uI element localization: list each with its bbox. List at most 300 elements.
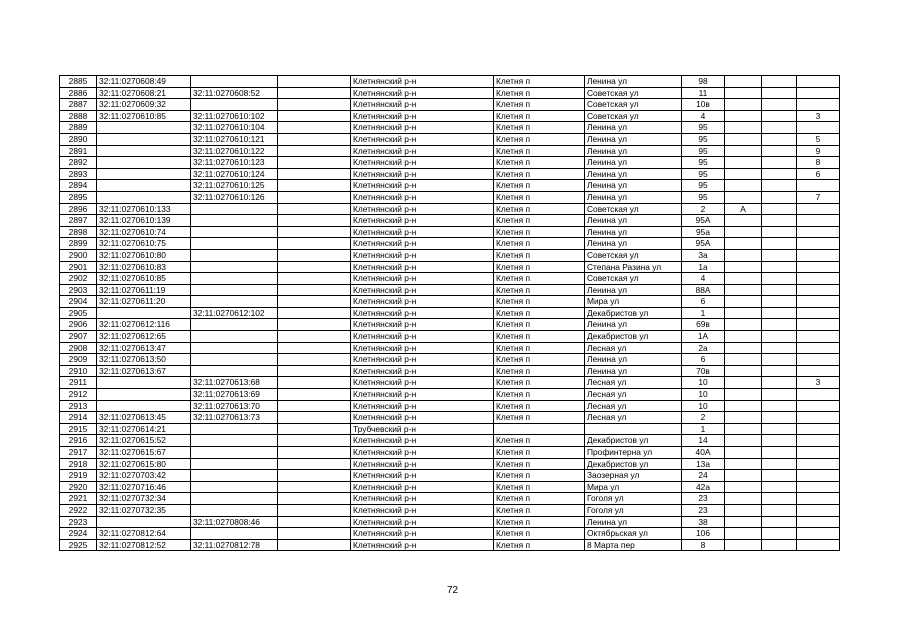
district-cell: Клетнянский р-н [351, 238, 494, 250]
apartment-number-cell [797, 273, 840, 285]
related-cadastral-number-cell [191, 238, 278, 250]
extra-field-2-cell [762, 133, 797, 145]
district-cell: Клетнянский р-н [351, 307, 494, 319]
street-cell: Советская ул [585, 249, 682, 261]
extra-field-cell [278, 516, 351, 528]
page-number: 72 [446, 585, 459, 596]
table-row [60, 99, 840, 111]
related-cadastral-number-cell [191, 215, 278, 227]
table-row [60, 470, 840, 482]
settlement-cell: Клетня п [494, 504, 585, 516]
table-row [60, 493, 840, 505]
extra-field-2-cell [762, 412, 797, 424]
district-cell: Клетнянский р-н [351, 504, 494, 516]
related-cadastral-number-cell [191, 365, 278, 377]
street-cell: Заозерная ул [585, 470, 682, 482]
cadastral-number-cell: 32:11:0270610:133 [97, 203, 191, 215]
extra-field-2-cell [762, 307, 797, 319]
building-letter-cell [725, 249, 762, 261]
apartment-number-cell [797, 99, 840, 111]
extra-field-2-cell [762, 331, 797, 343]
apartment-number-cell [797, 87, 840, 99]
row-number-cell: 2907 [60, 331, 97, 343]
table-row [60, 133, 840, 145]
district-cell: Клетнянский р-н [351, 528, 494, 540]
apartment-number-cell [797, 481, 840, 493]
district-cell: Клетнянский р-н [351, 458, 494, 470]
house-number-cell: 95 [682, 122, 725, 134]
extra-field-cell [278, 389, 351, 401]
extra-field-cell [278, 458, 351, 470]
cadastral-number-cell: 32:11:0270716:46 [97, 481, 191, 493]
extra-field-cell [278, 261, 351, 273]
street-cell: Декабристов ул [585, 458, 682, 470]
house-number-cell: 40А [682, 447, 725, 459]
extra-field-cell [278, 423, 351, 435]
related-cadastral-number-cell: 32:11:0270613:68 [191, 377, 278, 389]
district-cell: Клетнянский р-н [351, 435, 494, 447]
cadastral-number-cell: 32:11:0270612:65 [97, 331, 191, 343]
district-cell: Клетнянский р-н [351, 284, 494, 296]
district-cell: Клетнянский р-н [351, 145, 494, 157]
related-cadastral-number-cell: 32:11:0270612:102 [191, 307, 278, 319]
settlement-cell: Клетня п [494, 516, 585, 528]
extra-field-cell [278, 191, 351, 203]
row-number-cell: 2917 [60, 447, 97, 459]
cadastral-number-cell: 32:11:0270812:52 [97, 539, 191, 551]
related-cadastral-number-cell [191, 354, 278, 366]
cadastral-number-cell [97, 191, 191, 203]
house-number-cell: 10 [682, 377, 725, 389]
house-number-cell: 69в [682, 319, 725, 331]
extra-field-2-cell [762, 319, 797, 331]
building-letter-cell [725, 307, 762, 319]
related-cadastral-number-cell [191, 493, 278, 505]
house-number-cell: 95а [682, 226, 725, 238]
apartment-number-cell: 7 [797, 191, 840, 203]
street-cell: Степана Разина ул [585, 261, 682, 273]
apartment-number-cell [797, 516, 840, 528]
cadastral-number-cell: 32:11:0270703:42 [97, 470, 191, 482]
related-cadastral-number-cell: 32:11:0270808:46 [191, 516, 278, 528]
settlement-cell: Клетня п [494, 110, 585, 122]
building-letter-cell [725, 76, 762, 88]
table-row [60, 168, 840, 180]
table-row [60, 539, 840, 551]
extra-field-cell [278, 296, 351, 308]
related-cadastral-number-cell [191, 481, 278, 493]
building-letter-cell [725, 273, 762, 285]
building-letter-cell [725, 157, 762, 169]
table-row [60, 296, 840, 308]
extra-field-2-cell [762, 458, 797, 470]
row-number-cell: 2920 [60, 481, 97, 493]
extra-field-2-cell [762, 110, 797, 122]
related-cadastral-number-cell [191, 203, 278, 215]
district-cell: Клетнянский р-н [351, 226, 494, 238]
related-cadastral-number-cell [191, 273, 278, 285]
settlement-cell: Клетня п [494, 470, 585, 482]
district-cell: Клетнянский р-н [351, 133, 494, 145]
house-number-cell: 6 [682, 354, 725, 366]
house-number-cell: 23 [682, 493, 725, 505]
row-number-cell: 2890 [60, 133, 97, 145]
house-number-cell: 106 [682, 528, 725, 540]
extra-field-2-cell [762, 226, 797, 238]
settlement-cell: Клетня п [494, 122, 585, 134]
house-number-cell: 95 [682, 180, 725, 192]
building-letter-cell [725, 365, 762, 377]
extra-field-2-cell [762, 145, 797, 157]
related-cadastral-number-cell [191, 331, 278, 343]
extra-field-cell [278, 157, 351, 169]
building-letter-cell [725, 342, 762, 354]
extra-field-cell [278, 470, 351, 482]
apartment-number-cell [797, 389, 840, 401]
house-number-cell: 95А [682, 215, 725, 227]
extra-field-2-cell [762, 99, 797, 111]
table-row [60, 481, 840, 493]
apartment-number-cell [797, 261, 840, 273]
row-number-cell: 2905 [60, 307, 97, 319]
row-number-cell: 2901 [60, 261, 97, 273]
district-cell: Клетнянский р-н [351, 481, 494, 493]
row-number-cell: 2899 [60, 238, 97, 250]
building-letter-cell [725, 87, 762, 99]
street-cell: Лесная ул [585, 412, 682, 424]
apartment-number-cell [797, 470, 840, 482]
street-cell: Советская ул [585, 87, 682, 99]
row-number-cell: 2887 [60, 99, 97, 111]
building-letter-cell [725, 238, 762, 250]
cadastral-number-cell: 32:11:0270610:75 [97, 238, 191, 250]
extra-field-2-cell [762, 157, 797, 169]
table-row [60, 180, 840, 192]
street-cell: Профинтерна ул [585, 447, 682, 459]
street-cell: Советская ул [585, 99, 682, 111]
row-number-cell: 2895 [60, 191, 97, 203]
related-cadastral-number-cell: 32:11:0270610:102 [191, 110, 278, 122]
street-cell: Декабристов ул [585, 307, 682, 319]
table-row [60, 319, 840, 331]
row-number-cell: 2893 [60, 168, 97, 180]
street-cell: Ленина ул [585, 319, 682, 331]
extra-field-cell [278, 319, 351, 331]
table-row [60, 528, 840, 540]
related-cadastral-number-cell: 32:11:0270610:104 [191, 122, 278, 134]
cadastral-number-cell [97, 400, 191, 412]
house-number-cell: 24 [682, 470, 725, 482]
apartment-number-cell [797, 307, 840, 319]
street-cell: Мира ул [585, 296, 682, 308]
apartment-number-cell [797, 365, 840, 377]
row-number-cell: 2896 [60, 203, 97, 215]
street-cell: Ленина ул [585, 238, 682, 250]
cadastral-number-cell: 32:11:0270613:47 [97, 342, 191, 354]
house-number-cell: 3а [682, 249, 725, 261]
extra-field-2-cell [762, 122, 797, 134]
related-cadastral-number-cell: 32:11:0270608:52 [191, 87, 278, 99]
table-row [60, 157, 840, 169]
house-number-cell: 6 [682, 296, 725, 308]
house-number-cell: 95А [682, 238, 725, 250]
building-letter-cell [725, 423, 762, 435]
building-letter-cell [725, 261, 762, 273]
street-cell: Ленина ул [585, 215, 682, 227]
house-number-cell: 95 [682, 145, 725, 157]
related-cadastral-number-cell: 32:11:0270613:69 [191, 389, 278, 401]
row-number-cell: 2889 [60, 122, 97, 134]
table-row [60, 122, 840, 134]
house-number-cell: 10 [682, 400, 725, 412]
apartment-number-cell [797, 493, 840, 505]
extra-field-2-cell [762, 539, 797, 551]
row-number-cell: 2908 [60, 342, 97, 354]
related-cadastral-number-cell [191, 99, 278, 111]
related-cadastral-number-cell: 32:11:0270610:123 [191, 157, 278, 169]
cadastral-number-cell: 32:11:0270615:67 [97, 447, 191, 459]
cadastral-number-cell: 32:11:0270614:21 [97, 423, 191, 435]
row-number-cell: 2924 [60, 528, 97, 540]
extra-field-cell [278, 447, 351, 459]
extra-field-2-cell [762, 215, 797, 227]
building-letter-cell [725, 191, 762, 203]
cadastral-number-cell [97, 516, 191, 528]
table-row [60, 238, 840, 250]
table-row [60, 458, 840, 470]
settlement-cell: Клетня п [494, 365, 585, 377]
table-row [60, 273, 840, 285]
row-number-cell: 2891 [60, 145, 97, 157]
related-cadastral-number-cell [191, 284, 278, 296]
settlement-cell [494, 423, 585, 435]
cadastral-number-cell [97, 389, 191, 401]
street-cell: Ленина ул [585, 180, 682, 192]
street-cell: Ленина ул [585, 284, 682, 296]
apartment-number-cell [797, 249, 840, 261]
table-row [60, 307, 840, 319]
row-number-cell: 2921 [60, 493, 97, 505]
street-cell: Ленина ул [585, 365, 682, 377]
apartment-number-cell [797, 122, 840, 134]
row-number-cell: 2918 [60, 458, 97, 470]
cadastral-number-cell: 32:11:0270615:52 [97, 435, 191, 447]
settlement-cell: Клетня п [494, 99, 585, 111]
building-letter-cell [725, 319, 762, 331]
extra-field-cell [278, 99, 351, 111]
house-number-cell: 1А [682, 331, 725, 343]
house-number-cell: 2 [682, 412, 725, 424]
house-number-cell: 2а [682, 342, 725, 354]
cadastral-number-cell: 32:11:0270612:116 [97, 319, 191, 331]
extra-field-cell [278, 307, 351, 319]
district-cell: Клетнянский р-н [351, 365, 494, 377]
street-cell: Ленина ул [585, 354, 682, 366]
apartment-number-cell [797, 412, 840, 424]
extra-field-cell [278, 215, 351, 227]
street-cell: Декабристов ул [585, 331, 682, 343]
building-letter-cell [725, 180, 762, 192]
street-cell: Ленина ул [585, 157, 682, 169]
settlement-cell: Клетня п [494, 261, 585, 273]
building-letter-cell [725, 168, 762, 180]
row-number-cell: 2915 [60, 423, 97, 435]
district-cell: Клетнянский р-н [351, 516, 494, 528]
apartment-number-cell [797, 76, 840, 88]
apartment-number-cell [797, 180, 840, 192]
house-number-cell: 95 [682, 168, 725, 180]
settlement-cell: Клетня п [494, 238, 585, 250]
apartment-number-cell [797, 447, 840, 459]
settlement-cell: Клетня п [494, 145, 585, 157]
extra-field-cell [278, 493, 351, 505]
extra-field-cell [278, 87, 351, 99]
apartment-number-cell [797, 539, 840, 551]
extra-field-cell [278, 481, 351, 493]
house-number-cell: 1 [682, 423, 725, 435]
extra-field-2-cell [762, 354, 797, 366]
extra-field-2-cell [762, 76, 797, 88]
extra-field-2-cell [762, 504, 797, 516]
extra-field-cell [278, 122, 351, 134]
extra-field-cell [278, 400, 351, 412]
house-number-cell: 88А [682, 284, 725, 296]
extra-field-cell [278, 203, 351, 215]
apartment-number-cell: 9 [797, 145, 840, 157]
extra-field-cell [278, 145, 351, 157]
house-number-cell: 14 [682, 435, 725, 447]
table-row [60, 365, 840, 377]
district-cell: Клетнянский р-н [351, 377, 494, 389]
district-cell: Клетнянский р-н [351, 296, 494, 308]
row-number-cell: 2892 [60, 157, 97, 169]
table-row [60, 354, 840, 366]
extra-field-2-cell [762, 238, 797, 250]
extra-field-2-cell [762, 273, 797, 285]
street-cell: Ленина ул [585, 516, 682, 528]
extra-field-2-cell [762, 377, 797, 389]
related-cadastral-number-cell [191, 458, 278, 470]
table-row [60, 389, 840, 401]
cadastral-number-cell [97, 307, 191, 319]
district-cell: Клетнянский р-н [351, 87, 494, 99]
registry-table-body [60, 76, 840, 551]
building-letter-cell [725, 110, 762, 122]
building-letter-cell [725, 226, 762, 238]
cadastral-number-cell [97, 145, 191, 157]
apartment-number-cell [797, 215, 840, 227]
settlement-cell: Клетня п [494, 447, 585, 459]
house-number-cell: 70в [682, 365, 725, 377]
extra-field-2-cell [762, 191, 797, 203]
row-number-cell: 2910 [60, 365, 97, 377]
apartment-number-cell [797, 238, 840, 250]
table-row [60, 435, 840, 447]
cadastral-number-cell: 32:11:0270611:20 [97, 296, 191, 308]
related-cadastral-number-cell: 32:11:0270610:126 [191, 191, 278, 203]
extra-field-2-cell [762, 516, 797, 528]
table-row [60, 226, 840, 238]
building-letter-cell: А [725, 203, 762, 215]
district-cell: Клетнянский р-н [351, 412, 494, 424]
street-cell: Ленина ул [585, 226, 682, 238]
settlement-cell: Клетня п [494, 168, 585, 180]
settlement-cell: Клетня п [494, 76, 585, 88]
table-row [60, 215, 840, 227]
house-number-cell: 11 [682, 87, 725, 99]
related-cadastral-number-cell [191, 226, 278, 238]
extra-field-cell [278, 180, 351, 192]
street-cell: Советская ул [585, 203, 682, 215]
apartment-number-cell [797, 319, 840, 331]
extra-field-cell [278, 365, 351, 377]
table-row [60, 400, 840, 412]
building-letter-cell [725, 145, 762, 157]
settlement-cell: Клетня п [494, 157, 585, 169]
extra-field-cell [278, 331, 351, 343]
table-row [60, 87, 840, 99]
settlement-cell: Клетня п [494, 191, 585, 203]
settlement-cell: Клетня п [494, 87, 585, 99]
apartment-number-cell [797, 284, 840, 296]
table-row [60, 423, 840, 435]
related-cadastral-number-cell: 32:11:0270610:122 [191, 145, 278, 157]
row-number-cell: 2894 [60, 180, 97, 192]
house-number-cell: 10в [682, 99, 725, 111]
cadastral-number-cell: 32:11:0270610:139 [97, 215, 191, 227]
cadastral-number-cell: 32:11:0270615:80 [97, 458, 191, 470]
cadastral-number-cell: 32:11:0270610:85 [97, 110, 191, 122]
apartment-number-cell [797, 342, 840, 354]
building-letter-cell [725, 331, 762, 343]
settlement-cell: Клетня п [494, 249, 585, 261]
table-row [60, 203, 840, 215]
row-number-cell: 2919 [60, 470, 97, 482]
extra-field-2-cell [762, 423, 797, 435]
settlement-cell: Клетня п [494, 307, 585, 319]
extra-field-2-cell [762, 493, 797, 505]
extra-field-2-cell [762, 365, 797, 377]
extra-field-2-cell [762, 261, 797, 273]
extra-field-cell [278, 354, 351, 366]
table-row [60, 331, 840, 343]
building-letter-cell [725, 481, 762, 493]
street-cell: Октябрьская ул [585, 528, 682, 540]
district-cell: Трубчевский р-н [351, 423, 494, 435]
extra-field-cell [278, 435, 351, 447]
settlement-cell: Клетня п [494, 331, 585, 343]
district-cell: Клетнянский р-н [351, 168, 494, 180]
related-cadastral-number-cell [191, 76, 278, 88]
related-cadastral-number-cell [191, 435, 278, 447]
house-number-cell: 1а [682, 261, 725, 273]
house-number-cell: 8 [682, 539, 725, 551]
table-row [60, 516, 840, 528]
house-number-cell: 13а [682, 458, 725, 470]
row-number-cell: 2906 [60, 319, 97, 331]
extra-field-cell [278, 238, 351, 250]
row-number-cell: 2904 [60, 296, 97, 308]
related-cadastral-number-cell [191, 504, 278, 516]
street-cell: Советская ул [585, 273, 682, 285]
apartment-number-cell: 8 [797, 157, 840, 169]
apartment-number-cell [797, 423, 840, 435]
row-number-cell: 2888 [60, 110, 97, 122]
apartment-number-cell [797, 331, 840, 343]
related-cadastral-number-cell: 32:11:0270610:125 [191, 180, 278, 192]
related-cadastral-number-cell: 32:11:0270812:78 [191, 539, 278, 551]
district-cell: Клетнянский р-н [351, 191, 494, 203]
